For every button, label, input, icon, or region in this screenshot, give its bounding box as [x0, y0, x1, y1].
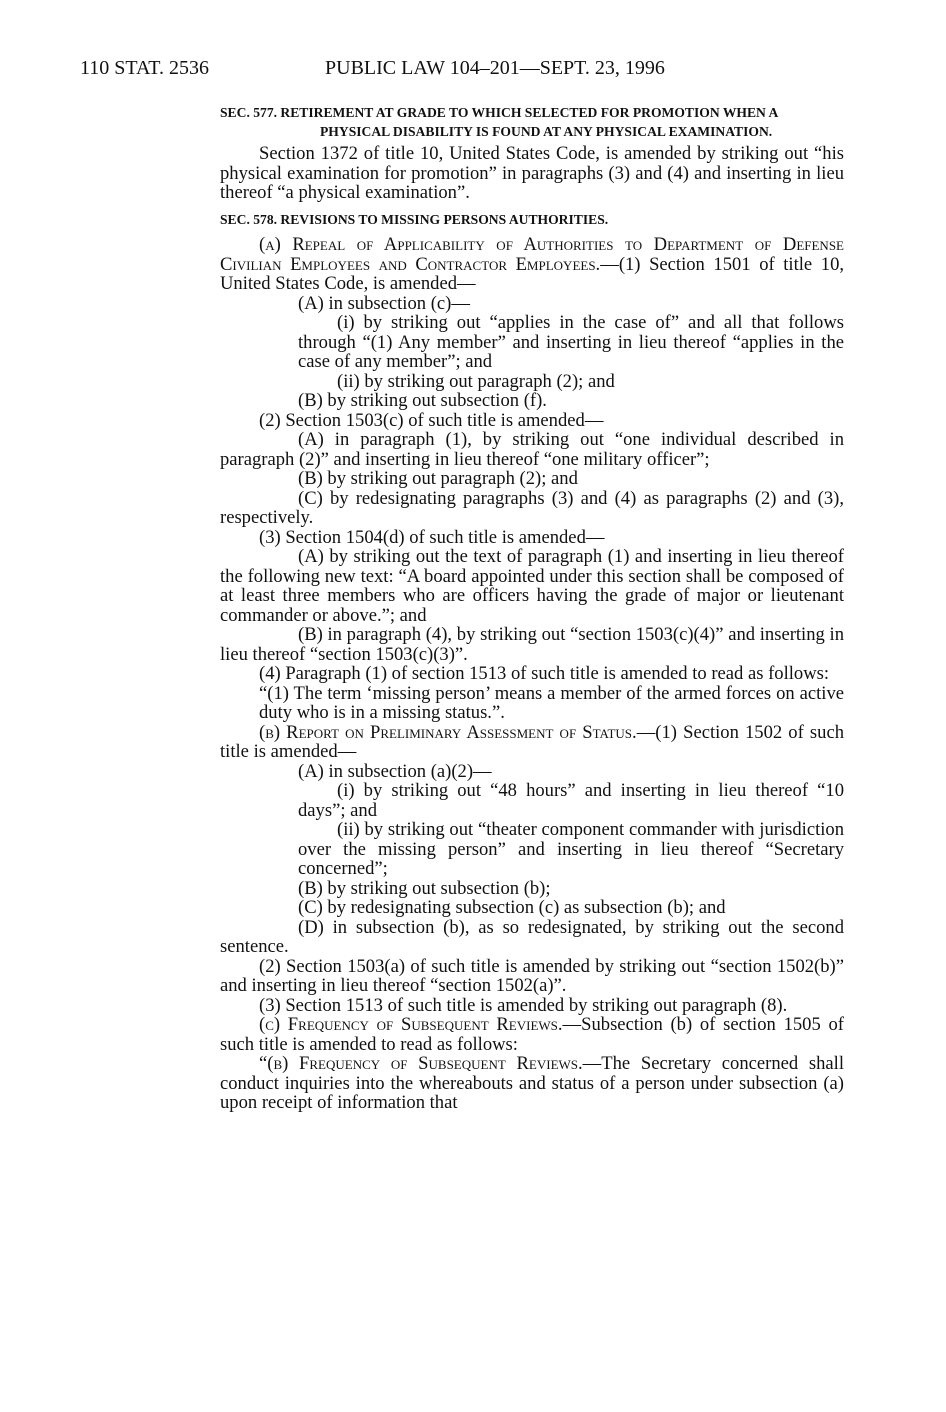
section-577-body: Section 1372 of title 10, United States Code, is amended by striking out “his physical examination for promotion” in paragraphs (3) and (4) and inserting in lieu thereof “a physical examination”. — [220, 143, 844, 203]
b-1-A-i: (i) by striking out “48 hours” and inserting in lieu thereof “10 days”; and — [298, 780, 844, 821]
b-1-A-ii: (ii) by striking out “theater component commander with jurisdiction over the missing person” and inserting in lieu thereof “Secretary concerned”; — [298, 819, 844, 879]
quote-text: The Secretary concerned shall conduct inquiries into the whereabouts and status of a person under subsection (a) upon receipt of information that — [220, 1053, 844, 1113]
subsection-c-caption: (c) Frequency of Subsequent Reviews.— — [259, 1014, 582, 1035]
subsection-b-caption: (b) Report on Preliminary Assessment of Status.— — [259, 721, 656, 743]
page-header — [80, 57, 780, 83]
document-body — [220, 104, 844, 1113]
subsection-a — [220, 235, 844, 294]
a-3-A: (A) by striking out the text of paragraph (1) and inserting in lieu thereof the following new text: “A board appointed under this section shall be composed of at least three members who are officers having the grade of major or lieutenant commander or above.”; and — [220, 546, 844, 626]
subsection-c-quote — [220, 1054, 844, 1113]
subsection-c — [220, 1015, 844, 1054]
subsection-a-caption: (a) Repeal of Applicability of Authorities to Department of Defense Civilian Employees and Contractor Employees.— — [220, 234, 844, 275]
subsection-b — [220, 723, 844, 762]
b-1-A: (A) in subsection (a)(2)— — [298, 760, 492, 782]
statute-page-number: 110 STAT. 2536 — [80, 57, 209, 79]
subsection-a-text: (1) Section 1501 of title 10, United States Code, is amended— — [220, 253, 845, 294]
b-1-B: (B) by striking out subsection (b); — [298, 877, 551, 899]
quote-caption: “(b) Frequency of Subsequent Reviews.— — [259, 1053, 602, 1074]
a-2: (2) Section 1503(c) of such title is amended— — [259, 409, 604, 431]
a-1-B: (B) by striking out subsection (f). — [298, 390, 547, 411]
subsection-c-text: Subsection (b) of section 1505 of such title is amended to read as follows: — [220, 1014, 844, 1055]
a-1-A-i: (i) by striking out “applies in the case of” and all that follows through “(1) Any member” and inserting in lieu thereof “applies in the case of any member”; and — [298, 312, 844, 372]
b-1-C: (C) by redesignating subsection (c) as subsection (b); and — [298, 897, 726, 918]
b-3: (3) Section 1513 of such title is amended by striking out paragraph (8). — [259, 994, 788, 1016]
section-578-heading: SEC. 578. REVISIONS TO MISSING PERSONS AUTHORITIES. — [220, 211, 609, 227]
a-2-B: (B) by striking out paragraph (2); and — [298, 468, 578, 489]
b-2: (2) Section 1503(a) of such title is amended by striking out “section 1502(b)” and inserting in lieu thereof “section 1502(a)”. — [220, 955, 844, 996]
a-1-A-ii: (ii) by striking out paragraph (2); and — [337, 370, 615, 392]
a-4-quote: “(1) The term ‘missing person’ means a member of the armed forces on active duty who is in a missing status.”. — [259, 682, 844, 723]
subsection-b-text: (1) Section 1502 of such title is amended— — [220, 721, 844, 762]
b-1-D: (D) in subsection (b), as so redesignated, by striking out the second sentence. — [220, 916, 844, 957]
section-577-heading: SEC. 577. RETIREMENT AT GRADE TO WHICH SELECTED FOR PROMOTION WHEN A PHYSICAL DISABILITY IS FOUND AT ANY PHYSICAL EXAMINATION. — [220, 105, 778, 139]
a-3: (3) Section 1504(d) of such title is amended— — [259, 526, 605, 548]
a-2-C: (C) by redesignating paragraphs (3) and (4) as paragraphs (2) and (3), respectively. — [220, 487, 844, 528]
public-law-citation: PUBLIC LAW 104–201—SEPT. 23, 1996 — [325, 57, 665, 79]
a-3-B: (B) in paragraph (4), by striking out “section 1503(c)(4)” and inserting in lieu thereof “section 1503(c)(3)”. — [220, 624, 844, 665]
a-1-A: (A) in subsection (c)— — [298, 292, 470, 314]
a-2-A: (A) in paragraph (1), by striking out “one individual described in paragraph (2)” and inserting in lieu thereof “one military officer”; — [220, 429, 844, 470]
a-4: (4) Paragraph (1) of section 1513 of such title is amended to read as follows: — [259, 663, 830, 684]
